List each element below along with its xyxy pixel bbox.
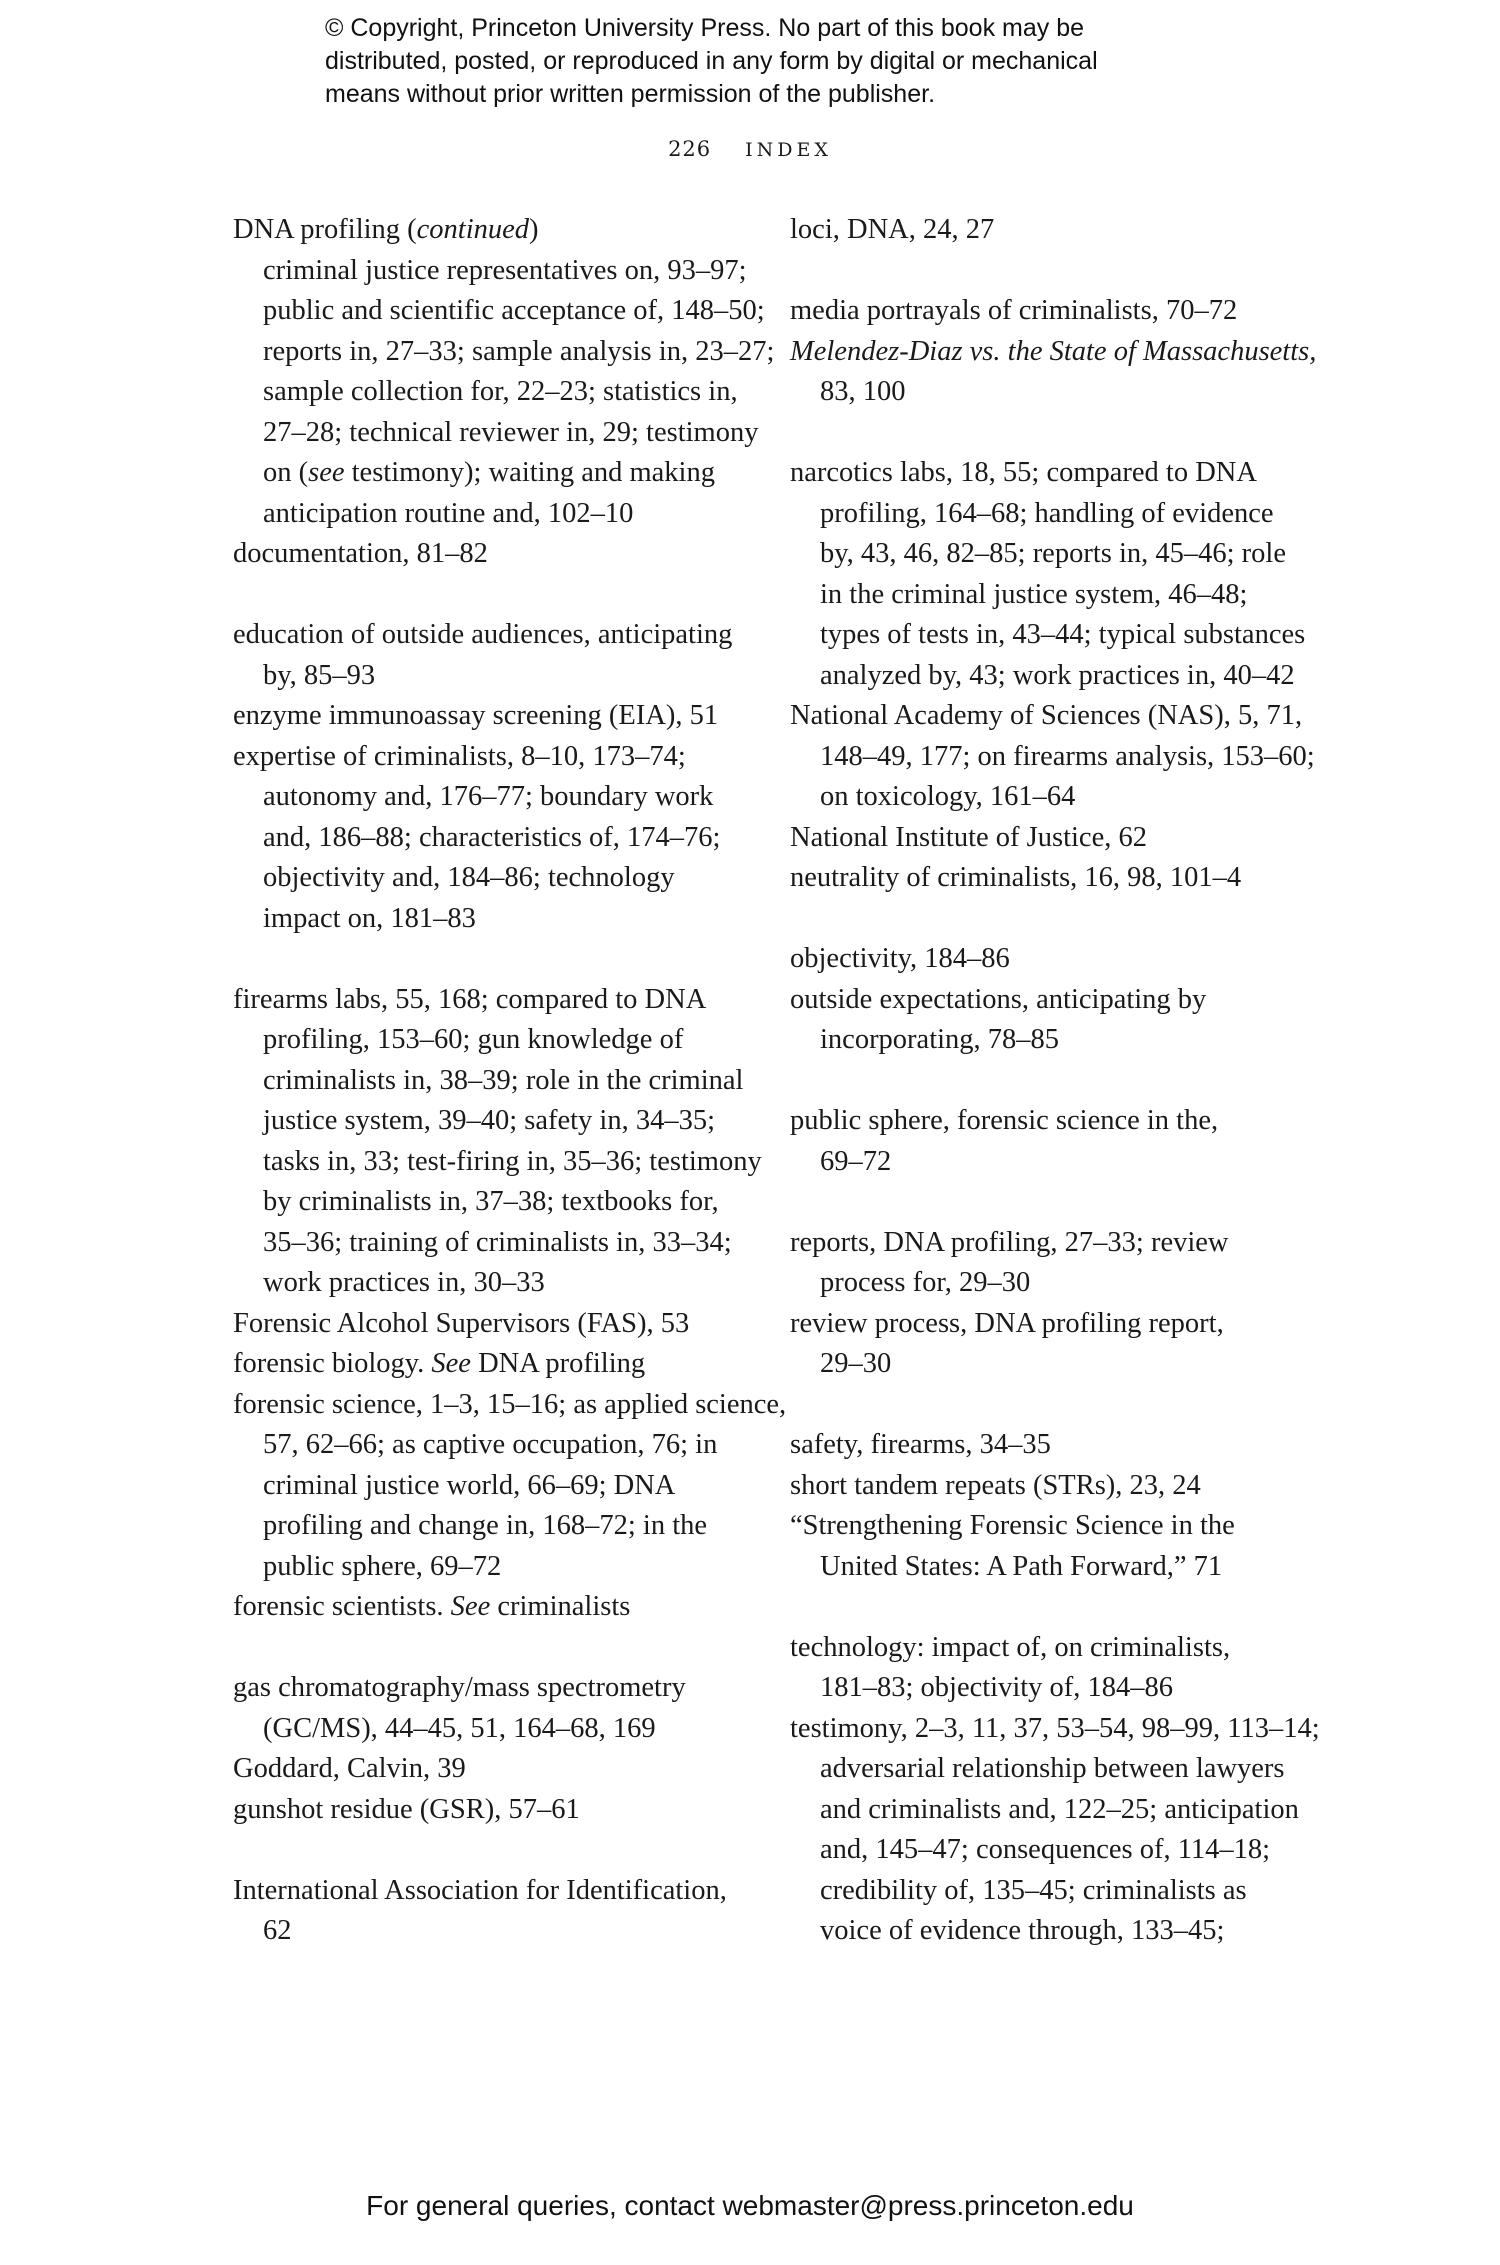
entry-line: documentation, 81–82 xyxy=(233,538,488,569)
index-entry xyxy=(233,1587,753,1628)
entry-line: (GC/MS), 44–45, 51, 164–68, 169 xyxy=(263,1712,656,1744)
index-entry xyxy=(790,210,1310,251)
index-entry xyxy=(233,1871,753,1952)
entry-line: incorporating, 78–85 xyxy=(820,1024,1060,1055)
entry-text: ) xyxy=(529,214,539,245)
index-entry xyxy=(790,1466,1310,1507)
index-entry xyxy=(233,1304,753,1345)
entry-line: by, 85–93 xyxy=(263,659,376,691)
entry-line: Goddard, Calvin, 39 xyxy=(233,1753,466,1784)
index-column-left xyxy=(233,210,787,1952)
index-entry xyxy=(790,291,1310,332)
copyright-notice xyxy=(325,12,1225,111)
entry-line: profiling, 153–60; gun knowledge of xyxy=(263,1024,684,1055)
entry-line: short tandem repeats (STRs), 23, 24 xyxy=(790,1469,1201,1501)
index-entry xyxy=(790,858,1310,899)
entry-line: Forensic Alcohol Supervisors (FAS), 53 xyxy=(233,1307,690,1339)
index-entry xyxy=(790,1709,1320,1952)
entry-line: 29–30 xyxy=(820,1348,892,1379)
entry-text: See xyxy=(450,1591,491,1622)
entry-line: profiling, 164–68; handling of evidence xyxy=(820,497,1274,529)
entry-line: United States: A Path Forward,” 71 xyxy=(820,1550,1223,1582)
entry-line: justice system, 39–40; safety in, 34–35; xyxy=(263,1105,715,1136)
entry-line: criminal justice representatives on, 93–97; xyxy=(263,254,747,286)
entry-line: International Association for Identification, xyxy=(233,1874,727,1906)
copyright-line: means without prior written permission of the publisher. xyxy=(325,80,936,108)
entry-line: types of tests in, 43–44; typical substances xyxy=(820,619,1306,650)
entry-line: forensic science, 1–3, 15–16; as applied science, xyxy=(233,1388,787,1420)
entry-line: process for, 29–30 xyxy=(820,1267,1031,1298)
entry-line: autonomy and, 176–77; boundary work xyxy=(263,781,714,812)
index-entry xyxy=(233,1344,753,1385)
entry-line: 35–36; training of criminalists in, 33–34; xyxy=(263,1226,732,1258)
entry-line: and, 145–47; consequences of, 114–18; xyxy=(820,1834,1271,1865)
entry-line: 62 xyxy=(263,1915,292,1946)
index-entry xyxy=(790,1304,1310,1385)
index-entry xyxy=(233,696,753,737)
entry-text: see xyxy=(308,457,345,488)
index-entry xyxy=(790,332,1317,413)
entry-text: DNA profiling xyxy=(470,1348,646,1379)
index-entry xyxy=(233,1385,787,1588)
entry-line: Melendez-Diaz vs. the State of Massachusetts, xyxy=(790,335,1317,367)
entry-line: reports, DNA profiling, 27–33; review xyxy=(790,1226,1229,1258)
entry-text: forensic biology. xyxy=(233,1348,432,1379)
entry-text: DNA profiling ( xyxy=(233,214,417,245)
entry-line: credibility of, 135–45; criminalists as xyxy=(820,1874,1247,1906)
copyright-line: © Copyright, Princeton University Press. No part of this book may be xyxy=(325,14,1085,42)
entry-line: impact on, 181–83 xyxy=(263,902,476,934)
page-number: 226 xyxy=(668,137,712,161)
entry-line: tasks in, 33; test-firing in, 35–36; testimony xyxy=(263,1145,762,1177)
entry-line: National Academy of Sciences (NAS), 5, 71, xyxy=(790,700,1303,731)
entry-line: profiling and change in, 168–72; in the xyxy=(263,1510,708,1541)
index-entry xyxy=(233,737,753,940)
entry-line: voice of evidence through, 133–45; xyxy=(820,1915,1225,1946)
entry-line: National Institute of Justice, 62 xyxy=(790,821,1147,853)
running-head xyxy=(0,137,1500,161)
entry-line: and, 186–88; characteristics of, 174–76; xyxy=(263,821,721,853)
index-entry xyxy=(233,1668,753,1749)
index-entry xyxy=(790,980,1310,1061)
entry-line: objectivity and, 184–86; technology xyxy=(263,862,675,893)
entry-line: 57, 62–66; as captive occupation, 76; in xyxy=(263,1429,718,1460)
entry-line: gunshot residue (GSR), 57–61 xyxy=(233,1793,580,1825)
index-column-right xyxy=(790,210,1320,1952)
entry-line: media portrayals of criminalists, 70–72 xyxy=(790,295,1238,326)
index-entry xyxy=(233,534,753,575)
entry-line: public sphere, forensic science in the, xyxy=(790,1105,1219,1136)
entry-text: See xyxy=(431,1348,471,1379)
footer-contact: For general queries, contact webmaster@press.princeton.edu xyxy=(366,2190,1134,2221)
entry-line: by criminalists in, 37–38; textbooks for, xyxy=(263,1186,719,1217)
entry-line: and criminalists and, 122–25; anticipation xyxy=(820,1793,1299,1825)
entry-line: education of outside audiences, anticipating xyxy=(233,619,733,650)
index-entry xyxy=(233,1749,753,1790)
entry-line: narcotics labs, 18, 55; compared to DNA xyxy=(790,457,1257,488)
copyright-line: distributed, posted, or reproduced in any form by digital or mechanical xyxy=(325,47,1098,75)
entry-line: anticipation routine and, 102–10 xyxy=(263,497,634,529)
entry-line: analyzed by, 43; work practices in, 40–42 xyxy=(820,659,1295,691)
entry-text: criminalists xyxy=(490,1591,631,1622)
entry-line: work practices in, 30–33 xyxy=(263,1267,545,1298)
entry-line: in the criminal justice system, 46–48; xyxy=(820,578,1248,610)
index-entry xyxy=(233,1790,753,1831)
entry-line: technology: impact of, on criminalists, xyxy=(790,1631,1231,1663)
entry-line: expertise of criminalists, 8–10, 173–74; xyxy=(233,740,686,772)
index-entry xyxy=(233,980,762,1304)
entry-line: firearms labs, 55, 168; compared to DNA xyxy=(233,983,707,1015)
entry-line: 148–49, 177; on firearms analysis, 153–60; xyxy=(820,740,1315,772)
index-entry xyxy=(790,453,1310,696)
entry-line: objectivity, 184–86 xyxy=(790,943,1010,974)
entry-line: review process, DNA profiling report, xyxy=(790,1307,1224,1339)
entry-line: neutrality of criminalists, 16, 98, 101–4 xyxy=(790,862,1242,893)
entry-text: forensic scientists. xyxy=(233,1591,451,1622)
index-entry xyxy=(790,1628,1310,1709)
entry-line: 83, 100 xyxy=(820,376,906,407)
index-entry xyxy=(790,1425,1310,1466)
entry-line: sample collection for, 22–23; statistics in, xyxy=(263,376,738,407)
index-entry xyxy=(790,696,1315,818)
entry-line: public sphere, 69–72 xyxy=(263,1550,502,1582)
entry-line: gas chromatography/mass spectrometry xyxy=(233,1672,686,1703)
index-entry xyxy=(233,210,775,534)
entry-line: testimony, 2–3, 11, 37, 53–54, 98–99, 113–14; xyxy=(790,1712,1320,1744)
entry-line: enzyme immunoassay screening (EIA), 51 xyxy=(233,700,719,731)
entry-line: 69–72 xyxy=(820,1145,892,1177)
entry-line: 181–83; objectivity of, 184–86 xyxy=(820,1672,1174,1703)
entry-line: safety, firearms, 34–35 xyxy=(790,1429,1051,1460)
entry-line: adversarial relationship between lawyers xyxy=(820,1753,1285,1784)
index-entry xyxy=(790,818,1310,859)
index-entry xyxy=(790,1101,1310,1182)
entry-text: continued xyxy=(416,214,530,245)
entry-line: criminal justice world, 66–69; DNA xyxy=(263,1469,676,1501)
entry-line: public and scientific acceptance of, 148–50; xyxy=(263,295,765,326)
entry-line: on toxicology, 161–64 xyxy=(820,781,1076,812)
entry-line: by, 43, 46, 82–85; reports in, 45–46; role xyxy=(820,538,1286,569)
entry-text: testimony); waiting and making xyxy=(344,457,715,488)
index-entry xyxy=(790,1223,1310,1304)
section-title: INDEX xyxy=(745,139,832,161)
entry-line: reports in, 27–33; sample analysis in, 23–27; xyxy=(263,335,775,367)
index-entry xyxy=(790,1506,1310,1587)
entry-line: 27–28; technical reviewer in, 29; testimony xyxy=(263,416,759,448)
entry-line: “Strengthening Forensic Science in the xyxy=(790,1510,1235,1541)
entry-text: on ( xyxy=(263,457,309,488)
index-entry xyxy=(233,615,753,696)
index-entry xyxy=(790,939,1310,980)
entry-line: loci, DNA, 24, 27 xyxy=(790,214,995,245)
entry-line: outside expectations, anticipating by xyxy=(790,983,1207,1015)
entry-line: criminalists in, 38–39; role in the criminal xyxy=(263,1064,744,1096)
